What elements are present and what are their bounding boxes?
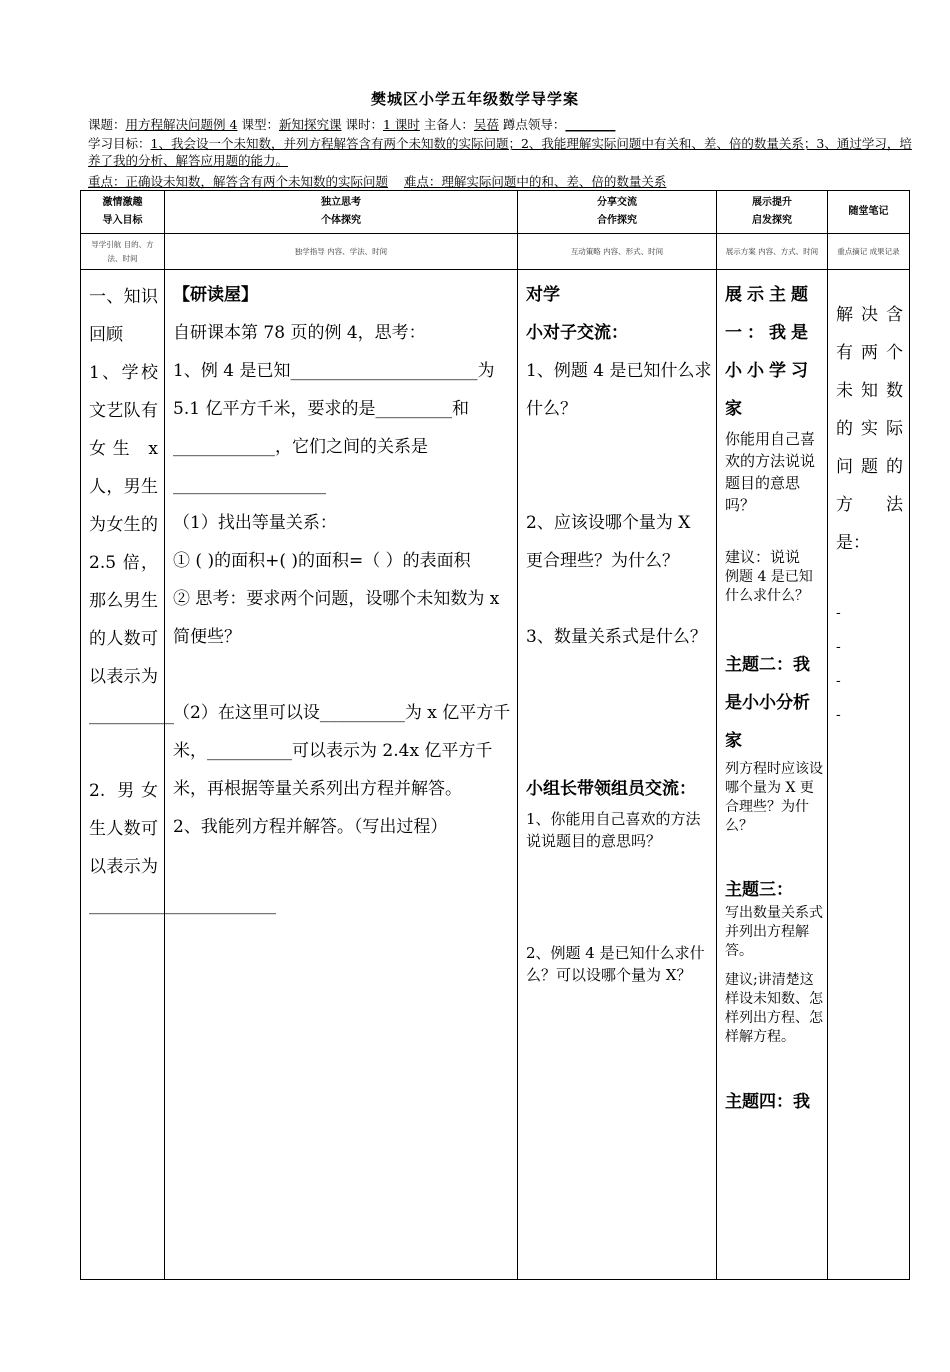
study-para-1: 1、例 4 是已知______________________为 5.1 亿平方千米，要求的是_________和____________，它们之间的关系是__________________ <box>173 361 495 495</box>
review-question-1: 1、学校文艺队有女生 x 人，男生为女生的 2.5 倍，那么男生的人数可以表示为__________ <box>89 363 174 725</box>
notes-dashes <box>836 596 903 732</box>
leader-label: 蹲点领导： <box>502 117 566 132</box>
theme-1-text: 你能用自己喜欢的方法说说题目的意思吗？ <box>725 430 816 514</box>
discussion-cell <box>518 270 717 1280</box>
note-dash: - <box>836 639 841 655</box>
type-value: 新知探究课 <box>278 117 342 132</box>
presentation-cell <box>717 270 828 1280</box>
study-para-5: （2）在这里可以设__________为 x 亿平方千米，__________可以表示为 2.4x 亿平方千米，再根据等量关系列出方程并解答。 <box>173 703 511 799</box>
subheader-row <box>81 234 910 270</box>
hours-value: 1 课时 <box>382 117 420 132</box>
group-heading: 小组长带领组员交流： <box>526 779 696 799</box>
col-header: 分享交流 合作探究 <box>518 191 717 234</box>
study-table <box>80 190 910 1280</box>
lesson-info-line <box>88 116 918 133</box>
pair-question-2: 2、应该设哪个量为 X 更合理些？为什么？ <box>526 513 691 571</box>
study-para-3: ① ( )的面积+( )的面积=（ ）的表面积 <box>173 551 471 571</box>
page-title: 樊城区小学五年级数学导学案 <box>370 90 579 108</box>
hours-label: 课时： <box>345 117 383 132</box>
type-label: 课型： <box>241 117 279 132</box>
review-heading: 一、知识回顾 <box>89 287 158 345</box>
goal-label: 学习目标： <box>88 136 151 151</box>
header-row <box>81 191 910 234</box>
theme-3-suggest: 建议;讲清楚这样设未知数、怎样列出方程、怎样解方程。 <box>725 972 823 1045</box>
self-study-cell <box>165 270 518 1280</box>
focus-line <box>88 173 918 190</box>
col-subheader: 独学指导 内容、学法、时间 <box>165 234 518 270</box>
col-header: 独立思考 个体探究 <box>165 191 518 234</box>
learning-goals <box>88 135 918 169</box>
col-subheader: 导学引航 目的、方 法、时间 <box>81 234 165 270</box>
theme-1-suggest: 建议：说说 <box>725 548 801 566</box>
study-para-4: ② 思考：要求两个问题，设哪个未知数为 x 简便些？ <box>173 589 500 647</box>
difficulty-text: 难点：理解实际问题中的和、差、倍的数量关系 <box>403 174 667 189</box>
notes-cell <box>828 270 910 1280</box>
study-para-2: （1）找出等量关系： <box>173 513 337 533</box>
study-heading: 【研读屋】 <box>173 285 258 305</box>
theme-2-text: 列方程时应该设哪个量为 X 更合理些？为什么？ <box>725 761 823 834</box>
notes-text: 解决含有两个未知数的实际问题的方法是： <box>836 305 903 553</box>
goal-text: 1、我会设一个未知数，并列方程解答含有两个未知数的实际问题；2、我能理解实际问题中有关和、差、倍的数量关系；3、通过学习，培养了我的分析、解答应用题的能力。 <box>88 136 912 168</box>
author-value: 吴蓓 <box>473 117 499 132</box>
review-question-2: 2. 男女生人数可以表示为______________________ <box>89 781 276 915</box>
note-dash: - <box>836 605 841 621</box>
focus-text: 重点：正确设未知数，解答含有两个未知数的实际问题 <box>88 174 389 189</box>
study-intro: 自研课本第 78 页的例 4，思考： <box>173 323 426 343</box>
pair-heading: 对学 <box>526 285 560 305</box>
theme-1-suggest-2: 例题 4 是已知什么求什么？ <box>725 569 813 604</box>
pair-question-1: 1、例题 4 是已知什么求什么？ <box>526 361 712 419</box>
topic-value: 用方程解决问题例 4 <box>125 117 238 132</box>
content-row <box>81 270 910 1280</box>
col-subheader: 重点摘记 成果记录 <box>828 234 910 270</box>
theme-4-title: 主题四：我 <box>725 1092 810 1112</box>
theme-3-text: 写出数量关系式并列出方程解答。 <box>725 905 823 959</box>
leader-value: ________ <box>565 117 616 132</box>
col-subheader: 展示方案 内容、方式、时间 <box>717 234 828 270</box>
note-dash: - <box>836 673 841 689</box>
col-header: 激情激趣 导入目标 <box>81 191 165 234</box>
theme-1-title: 展示主题一：我是小小学习家 <box>725 285 813 419</box>
col-subheader: 互动策略 内容、形式、时间 <box>518 234 717 270</box>
group-question-2: 2、例题 4 是已知什么求什么？可以设哪个量为 X？ <box>526 944 705 984</box>
col-header: 展示提升 启发探究 <box>717 191 828 234</box>
pair-subheading: 小对子交流： <box>526 323 628 343</box>
topic-label: 课题： <box>88 117 126 132</box>
pair-question-3: 3、数量关系式是什么？ <box>526 627 707 647</box>
theme-3-title: 主题三： <box>725 880 793 900</box>
col-header: 随堂笔记 <box>828 191 910 234</box>
note-dash: - <box>836 707 841 723</box>
author-label: 主备人： <box>423 117 474 132</box>
study-para-6: 2、我能列方程并解答。（写出过程） <box>173 817 448 837</box>
theme-2-title: 主题二：我是小小分析家 <box>725 655 810 751</box>
group-question-1: 1、你能用自己喜欢的方法说说题目的意思吗？ <box>526 810 701 850</box>
